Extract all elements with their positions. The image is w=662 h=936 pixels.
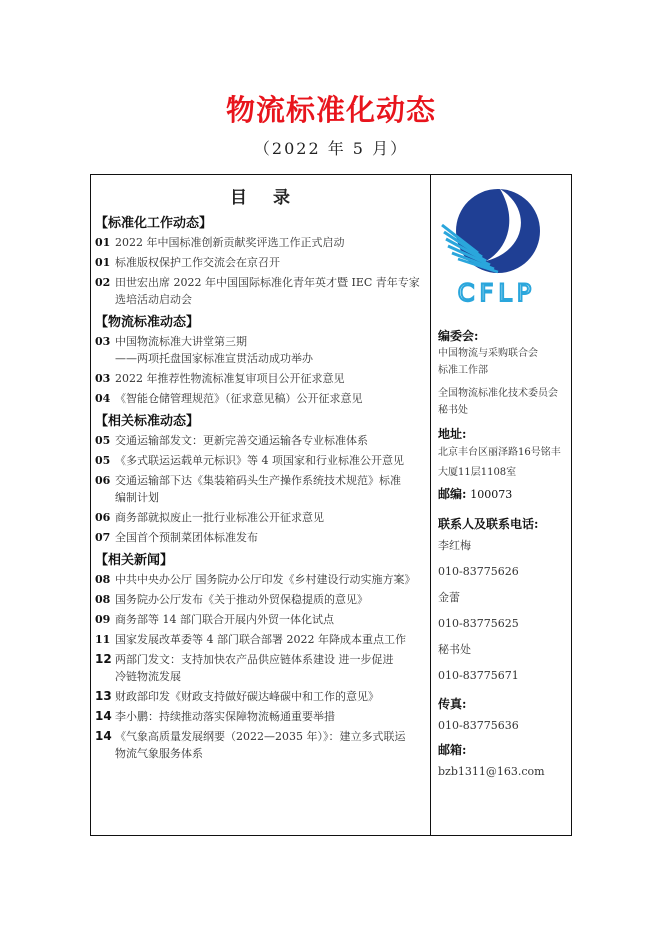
toc-entry-title: 《气象高质量发展纲要（2022—2035 年）》：建立多式联运 物流气象服务体系	[115, 730, 406, 760]
cflp-logo	[438, 179, 556, 307]
toc-entry-title: 商务部等 14 部门联合开展内外贸一体化试点	[115, 613, 334, 626]
toc-page-number: 09	[95, 613, 111, 626]
toc-entry[interactable]	[95, 274, 425, 308]
toc-entry[interactable]	[95, 611, 425, 628]
toc-entry[interactable]	[95, 390, 425, 407]
toc-page-number: 05	[95, 454, 111, 467]
toc-section-heading: 【相关标准动态】	[95, 414, 200, 429]
toc-entry[interactable]	[95, 509, 425, 526]
toc-entry-title: 国家发展改革委等 4 部门联合部署 2022 年降成本重点工作	[115, 633, 406, 646]
contact-phone: 010-83775625	[438, 617, 519, 630]
toc-entry[interactable]	[95, 591, 425, 608]
toc-sections	[95, 214, 425, 762]
toc-entry-title: 《多式联运运载单元标识》等 4 项国家和行业标准公开意见	[115, 454, 404, 467]
toc-page-number: 04	[95, 392, 111, 405]
toc-entry[interactable]	[95, 571, 425, 588]
toc-page-number: 03	[95, 372, 111, 385]
postcode-value: 100073	[470, 488, 513, 501]
toc-entry[interactable]	[95, 234, 425, 251]
toc-entry[interactable]	[95, 529, 425, 546]
newsletter-title: 物流标准化动态	[225, 93, 436, 127]
toc-heading-right: 录	[273, 188, 290, 208]
contact-phone: 010-83775626	[438, 565, 519, 578]
logo-text: CFLP	[457, 279, 537, 307]
toc-page-number: 01	[95, 236, 111, 249]
editorial-line: 标准工作部	[438, 365, 488, 376]
fax-value: 010-83775636	[438, 719, 519, 732]
toc-entry[interactable]	[95, 452, 425, 469]
postcode-row	[438, 485, 568, 503]
toc-entry-title: 2022 年中国标准创新贡献奖评选工作正式启动	[115, 236, 345, 249]
table-of-contents	[95, 175, 425, 765]
toc-page-number: 08	[95, 573, 111, 586]
toc-entry[interactable]	[95, 472, 425, 506]
toc-entry-title: 交通运输部发文：更新完善交通运输各专业标准体系	[115, 434, 368, 447]
toc-page-number: 01	[95, 256, 111, 269]
address-label: 地址:	[438, 427, 467, 441]
contact-name: 金蕾	[438, 591, 460, 604]
toc-page-number: 12	[95, 652, 112, 666]
toc-entry[interactable]	[95, 333, 425, 367]
toc-page-number: 14	[95, 709, 112, 723]
email-value[interactable]: bzb1311@163.com	[438, 765, 545, 778]
toc-entry[interactable]	[95, 708, 425, 725]
toc-entry-title: 交通运输部下达《集装箱码头生产操作系统技术规范》标准 编制计划	[115, 474, 401, 504]
toc-page-number: 07	[95, 531, 111, 544]
toc-entry-title: 中共中央办公厅 国务院办公厅印发《乡村建设行动实施方案》	[115, 573, 416, 586]
toc-page-number: 08	[95, 593, 111, 606]
toc-entry[interactable]	[95, 432, 425, 449]
toc-page-number: 03	[95, 335, 111, 348]
toc-entry-title: 标准版权保护工作交流会在京召开	[115, 256, 280, 269]
toc-section-heading: 【标准化工作动态】	[95, 216, 213, 231]
toc-entry-title: 商务部就拟废止一批行业标准公开征求意见	[115, 511, 324, 524]
toc-entry[interactable]	[95, 254, 425, 271]
toc-section-heading: 【物流标准动态】	[95, 315, 200, 330]
toc-entry-title: 《智能仓储管理规范》（征求意见稿）公开征求意见	[115, 392, 363, 405]
toc-page-number: 14	[95, 729, 112, 743]
cflp-logo-icon	[438, 179, 556, 307]
toc-entry-title: 中国物流标准大讲堂第三期 ——两项托盘国家标准宣贯活动成功举办	[115, 335, 313, 365]
toc-entry[interactable]	[95, 370, 425, 387]
contact-name: 秘书处	[438, 643, 471, 656]
toc-page-number: 11	[95, 633, 111, 646]
toc-entry[interactable]	[95, 651, 425, 685]
editorial-line: 中国物流与采购联合会	[438, 348, 538, 359]
toc-entry[interactable]	[95, 631, 425, 648]
toc-entry[interactable]	[95, 688, 425, 705]
toc-heading	[95, 183, 425, 209]
contents-table	[90, 174, 572, 836]
address-line: 大厦11层1108室	[438, 467, 517, 478]
contacts-label: 联系人及联系电话:	[438, 517, 539, 531]
toc-page-number: 13	[95, 689, 112, 703]
toc-entry-title: 2022 年推荐性物流标准复审项目公开征求意见	[115, 372, 345, 385]
toc-entry-title: 田世宏出席 2022 年中国国际标准化青年英才暨 IEC 青年专家 选培活动启动会	[115, 276, 420, 306]
editorial-label: 编委会:	[438, 329, 479, 343]
toc-entry[interactable]	[95, 728, 425, 762]
address-line: 北京丰台区丽泽路16号铭丰	[438, 447, 561, 458]
fax-label: 传真:	[438, 697, 467, 711]
toc-heading-left: 目	[230, 188, 247, 208]
contact-name: 李红梅	[438, 539, 471, 552]
toc-page-number: 02	[95, 276, 111, 289]
toc-entry-title: 财政部印发《财政支持做好碳达峰碳中和工作的意见》	[115, 690, 379, 703]
committee-line: 秘书处	[438, 405, 468, 416]
email-label: 邮箱:	[438, 743, 467, 757]
committee-line: 全国物流标准化技术委员会	[438, 388, 558, 399]
postcode-label: 邮编:	[438, 487, 467, 501]
toc-page-number: 05	[95, 434, 111, 447]
info-sidebar	[438, 175, 568, 785]
toc-entry-title: 两部门发文：支持加快农产品供应链体系建设 进一步促进 冷链物流发展	[115, 653, 394, 683]
toc-entry-title: 国务院办公厅发布《关于推动外贸保稳提质的意见》	[115, 593, 368, 606]
toc-page-number: 06	[95, 474, 111, 487]
column-divider	[430, 175, 431, 835]
toc-entry-title: 全国首个预制菜团体标准发布	[115, 531, 258, 544]
issue-date: （2022 年 5 月）	[253, 139, 409, 158]
toc-page-number: 06	[95, 511, 111, 524]
contact-phone: 010-83775671	[438, 669, 519, 682]
toc-section-heading: 【相关新闻】	[95, 553, 174, 568]
toc-entry-title: 李小鹏：持续推动落实保障物流畅通重要举措	[115, 710, 335, 723]
